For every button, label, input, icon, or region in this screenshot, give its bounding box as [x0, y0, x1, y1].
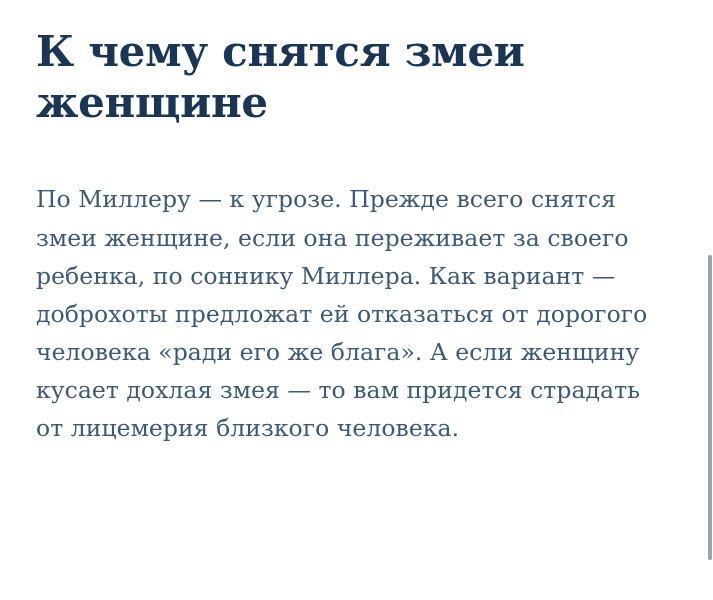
article-paragraph: По Миллеру — к угрозе. Прежде всего снятся змеи женщине, если она переживает за своего ребенка, по соннику Миллера. Как вариант — доброхоты предложат ей отказаться от дорогого человека «ради его же блага». А если женщину кусает дохлая змея — то вам придется страдать от лицемерия близкого человека.	[36, 185, 648, 442]
page-title: К чему снятся змеи женщине	[36, 27, 525, 128]
scrollbar-thumb[interactable]	[708, 255, 712, 560]
article-body	[36, 180, 673, 446]
scrollbar[interactable]	[708, 0, 713, 600]
